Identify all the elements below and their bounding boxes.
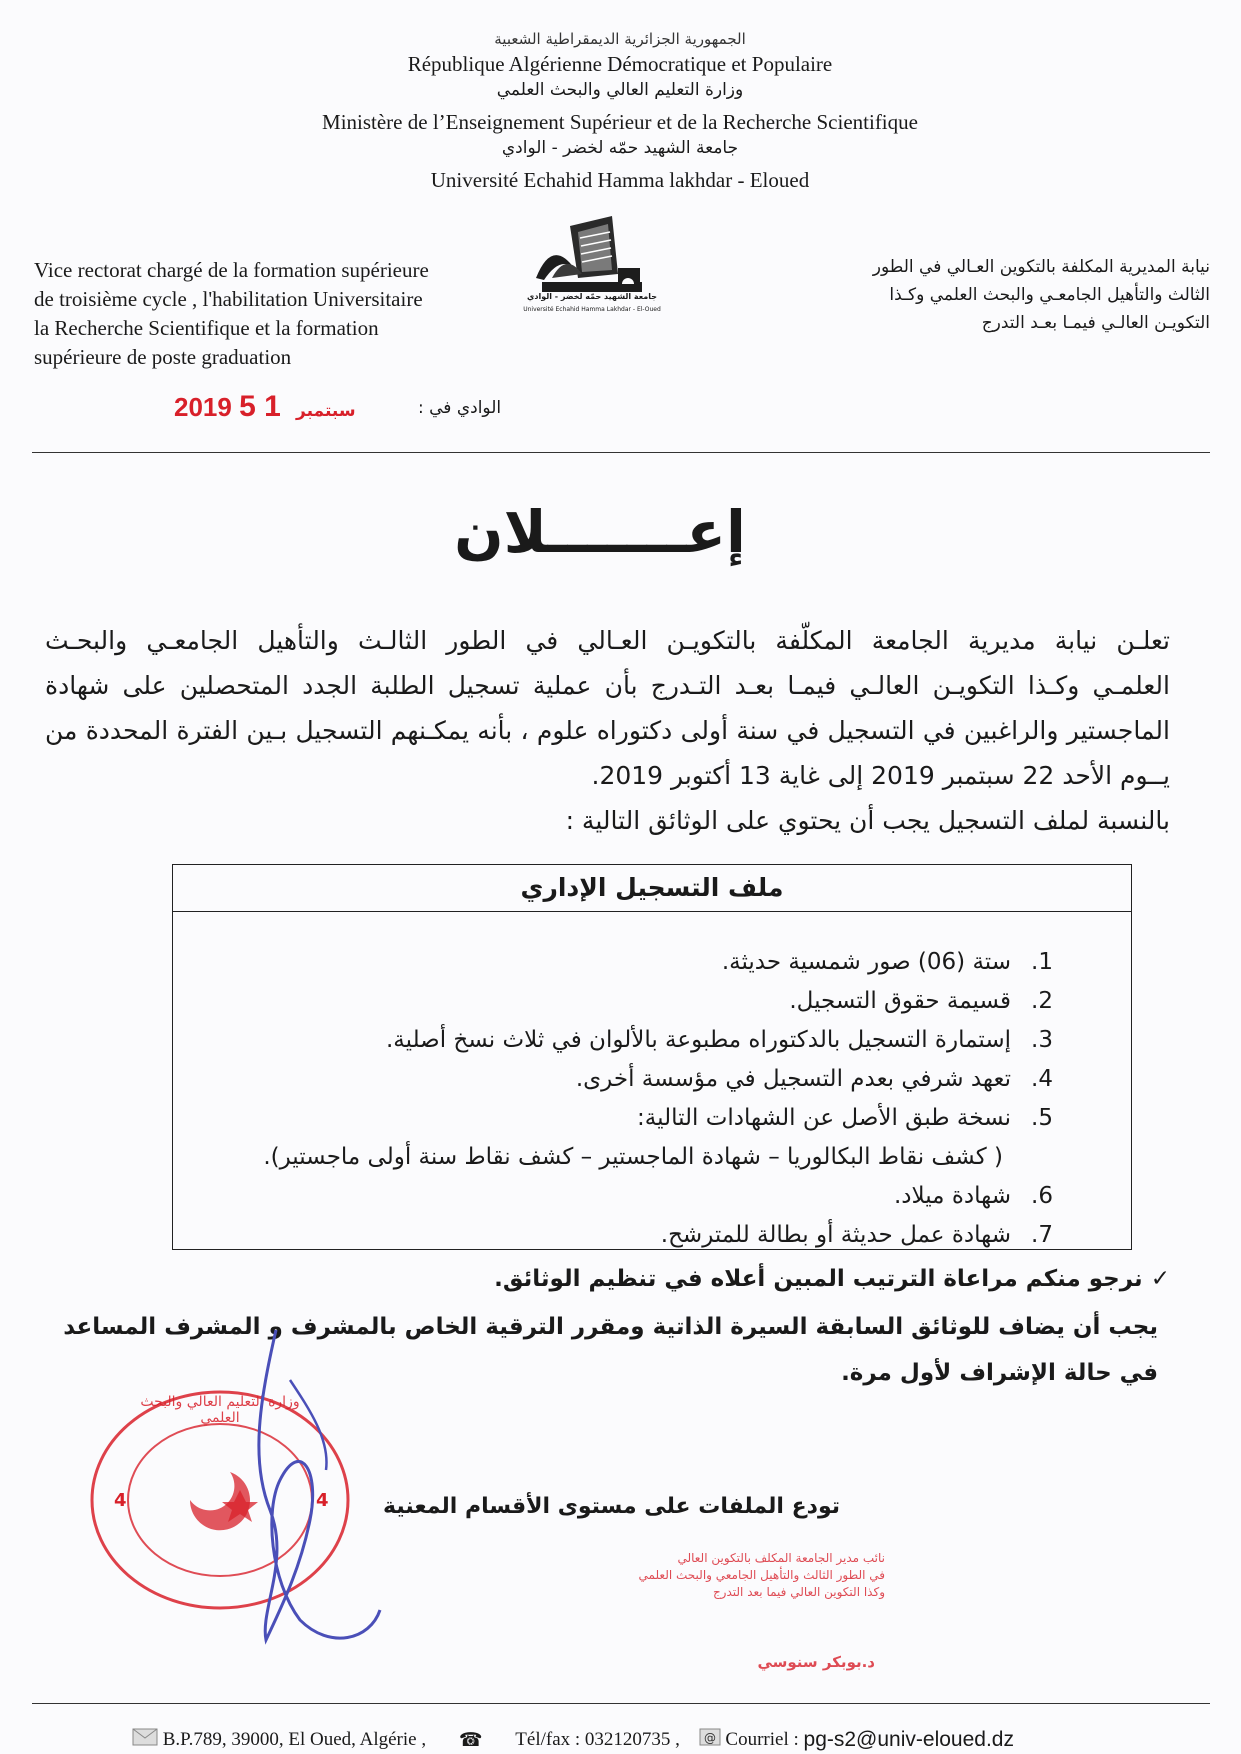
list-item: 4.تعهد شرفي بعدم التسجيل في مؤسسة أخرى. bbox=[575, 1066, 1053, 1092]
body-line: الماجستير والراغبين في التسجيل في سنة أولى دكتوراه علوم ، بأنه يمكـنهم التسجيل بـين الفترة المحددة من bbox=[45, 716, 1170, 745]
vice-rectorat-ar-line: نيابة المديرية المكلفة بالتكوين العـالي في الطور bbox=[872, 257, 1210, 277]
registration-file-list bbox=[263, 943, 1053, 1255]
date-stamp-month: سبتمبر bbox=[296, 401, 356, 421]
mail-icon bbox=[132, 1730, 163, 1751]
vice-rectorat-fr-line: la Recherche Scientifique et la formation bbox=[34, 316, 379, 340]
list-item: 1.ستة (06) صور شمسية حديثة. bbox=[721, 949, 1053, 975]
signature bbox=[240, 1320, 400, 1660]
body-line: العلمـي وكـذا التكويـن العالـي فيمـا بعـد التـدرج بأن عملية تسجيل الطلبة الجدد المتحصلين على شهادة bbox=[45, 671, 1170, 700]
header-fr-ministry: Ministère de l’Enseignement Supérieur et de la Recherche Scientifique bbox=[322, 110, 918, 134]
body-line: تعلـن نيابة مديرية الجامعة المكلّفة بالتكويـن العـالي في الطور الثالـث والتأهيل الجامعـي والبحـث bbox=[45, 626, 1170, 655]
signature-name: د.بوبكر سنوسي bbox=[757, 1653, 875, 1671]
vice-rectorat-fr-line: de troisième cycle , l'habilitation Universitaire bbox=[34, 287, 423, 311]
signature-stamp-line: نائب مدير الجامعة المكلف بالتكوين العالي bbox=[677, 1551, 885, 1565]
announcement-title: إعـــــــلان bbox=[454, 498, 746, 566]
date-label: الوادي في : bbox=[418, 398, 502, 418]
header-fr-university: Université Echahid Hamma lakhdar - Eloued bbox=[430, 168, 810, 192]
round-stamp-text: وزارة التعليم العالي والبحث العلمي bbox=[140, 1394, 300, 1426]
signature-stamp-line: في الطور الثالث والتأهيل الجامعي والبحث العلمي bbox=[638, 1568, 885, 1582]
note-order-text: نرجو منكم مراعاة الترتيب المبين أعلاه في تنظيم الوثائق. bbox=[494, 1266, 1143, 1292]
list-item: 6.شهادة ميلاد. bbox=[893, 1183, 1053, 1209]
svg-text:4: 4 bbox=[114, 1490, 127, 1511]
date-stamp bbox=[174, 390, 364, 424]
announcement-body bbox=[45, 618, 1170, 843]
signature-stroke-icon bbox=[240, 1320, 400, 1660]
header-ar-university: جامعة الشهيد حمّه لخضر - الوادي bbox=[501, 138, 739, 158]
registration-file-heading: ملف التسجيل الإداري bbox=[173, 865, 1131, 912]
vice-rectorat-fr bbox=[34, 256, 514, 372]
vice-rectorat-ar bbox=[800, 253, 1210, 337]
header-ar-republic: الجمهورية الجزائرية الديمقراطية الشعبية bbox=[494, 30, 746, 48]
footer-email[interactable]: pg-s2@univ-eloued.dz bbox=[803, 1728, 1014, 1751]
list-item: 5.نسخة طبق الأصل عن الشهادات التالية: bbox=[637, 1105, 1053, 1131]
list-item: ( كشف نقاط البكالوريا – شهادة الماجستير – كشف نقاط سنة أولى ماجستير). bbox=[263, 1144, 1003, 1170]
vice-rectorat-ar-line: التكويـن العالـي فيمـا بعـد التدرج bbox=[981, 313, 1210, 333]
date-stamp-day: 1 5 bbox=[239, 390, 281, 423]
signature-stamp bbox=[565, 1550, 885, 1700]
university-logo bbox=[522, 208, 662, 328]
footer-divider bbox=[32, 1703, 1210, 1704]
vice-rectorat-ar-line: الثالث والتأهيل الجامعـي والبحث العلمي وكـذا bbox=[889, 285, 1210, 305]
header-ar-ministry: وزارة التعليم العالي والبحث العلمي bbox=[496, 80, 744, 100]
date-stamp-year: 2019 bbox=[174, 392, 232, 422]
note-cv-line2: في حالة الإشراف لأول مرة. bbox=[841, 1360, 1158, 1386]
footer-address: B.P.789, 39000, El Oued, Algérie , bbox=[162, 1729, 427, 1750]
svg-text:4: 4 bbox=[316, 1490, 329, 1511]
body-line: يــوم الأحد 22 سبتمبر 2019 إلى غاية 13 أكتوبر 2019. bbox=[591, 761, 1170, 790]
deposit-note: تودع الملفات على مستوى الأقسام المعنية bbox=[383, 1494, 840, 1519]
note-cv-line1: يجب أن يضاف للوثائق السابقة السيرة الذاتية ومقرر الترقية الخاص بالمشرف و المشرف المساعد bbox=[63, 1314, 1158, 1340]
list-item: 7.شهادة عمل حديثة أو بطالة للمترشح. bbox=[660, 1222, 1053, 1248]
list-item: 3.إستمارة التسجيل بالدكتوراه مطبوعة بالألوان في ثلاث نسخ أصلية. bbox=[385, 1027, 1053, 1053]
header-divider bbox=[32, 452, 1210, 453]
vice-rectorat-fr-line: Vice rectorat chargé de la formation supérieure bbox=[34, 258, 429, 282]
vice-rectorat-fr-line: supérieure de poste graduation bbox=[34, 345, 292, 369]
logo-fr-text: Université Echahid Hamma Lakhdar - El-Oued bbox=[523, 306, 661, 313]
note-order bbox=[200, 1266, 1170, 1292]
at-icon bbox=[699, 1730, 726, 1751]
body-line: بالنسبة لملف التسجيل يجب أن يحتوي على الوثائق التالية : bbox=[565, 806, 1170, 835]
list-item: 2.قسيمة حقوق التسجيل. bbox=[789, 988, 1053, 1014]
logo-ar-text: جامعة الشهيد حمّه لخضر - الوادي bbox=[527, 292, 657, 301]
header-fr-republic: République Algérienne Démocratique et Populaire bbox=[407, 52, 833, 76]
signature-stamp-line: وكذا التكوين العالي فيما بعد التدرج bbox=[712, 1585, 885, 1599]
registration-file-box bbox=[172, 864, 1132, 1250]
footer-phone: Tél/fax : 032120735 , bbox=[515, 1729, 680, 1750]
check-icon: ✓ bbox=[1150, 1266, 1170, 1292]
phone-icon: ☎ bbox=[458, 1729, 483, 1751]
footer-email-label: Courriel : bbox=[725, 1729, 799, 1750]
svg-text:@: @ bbox=[703, 1731, 716, 1745]
footer bbox=[132, 1728, 1132, 1752]
